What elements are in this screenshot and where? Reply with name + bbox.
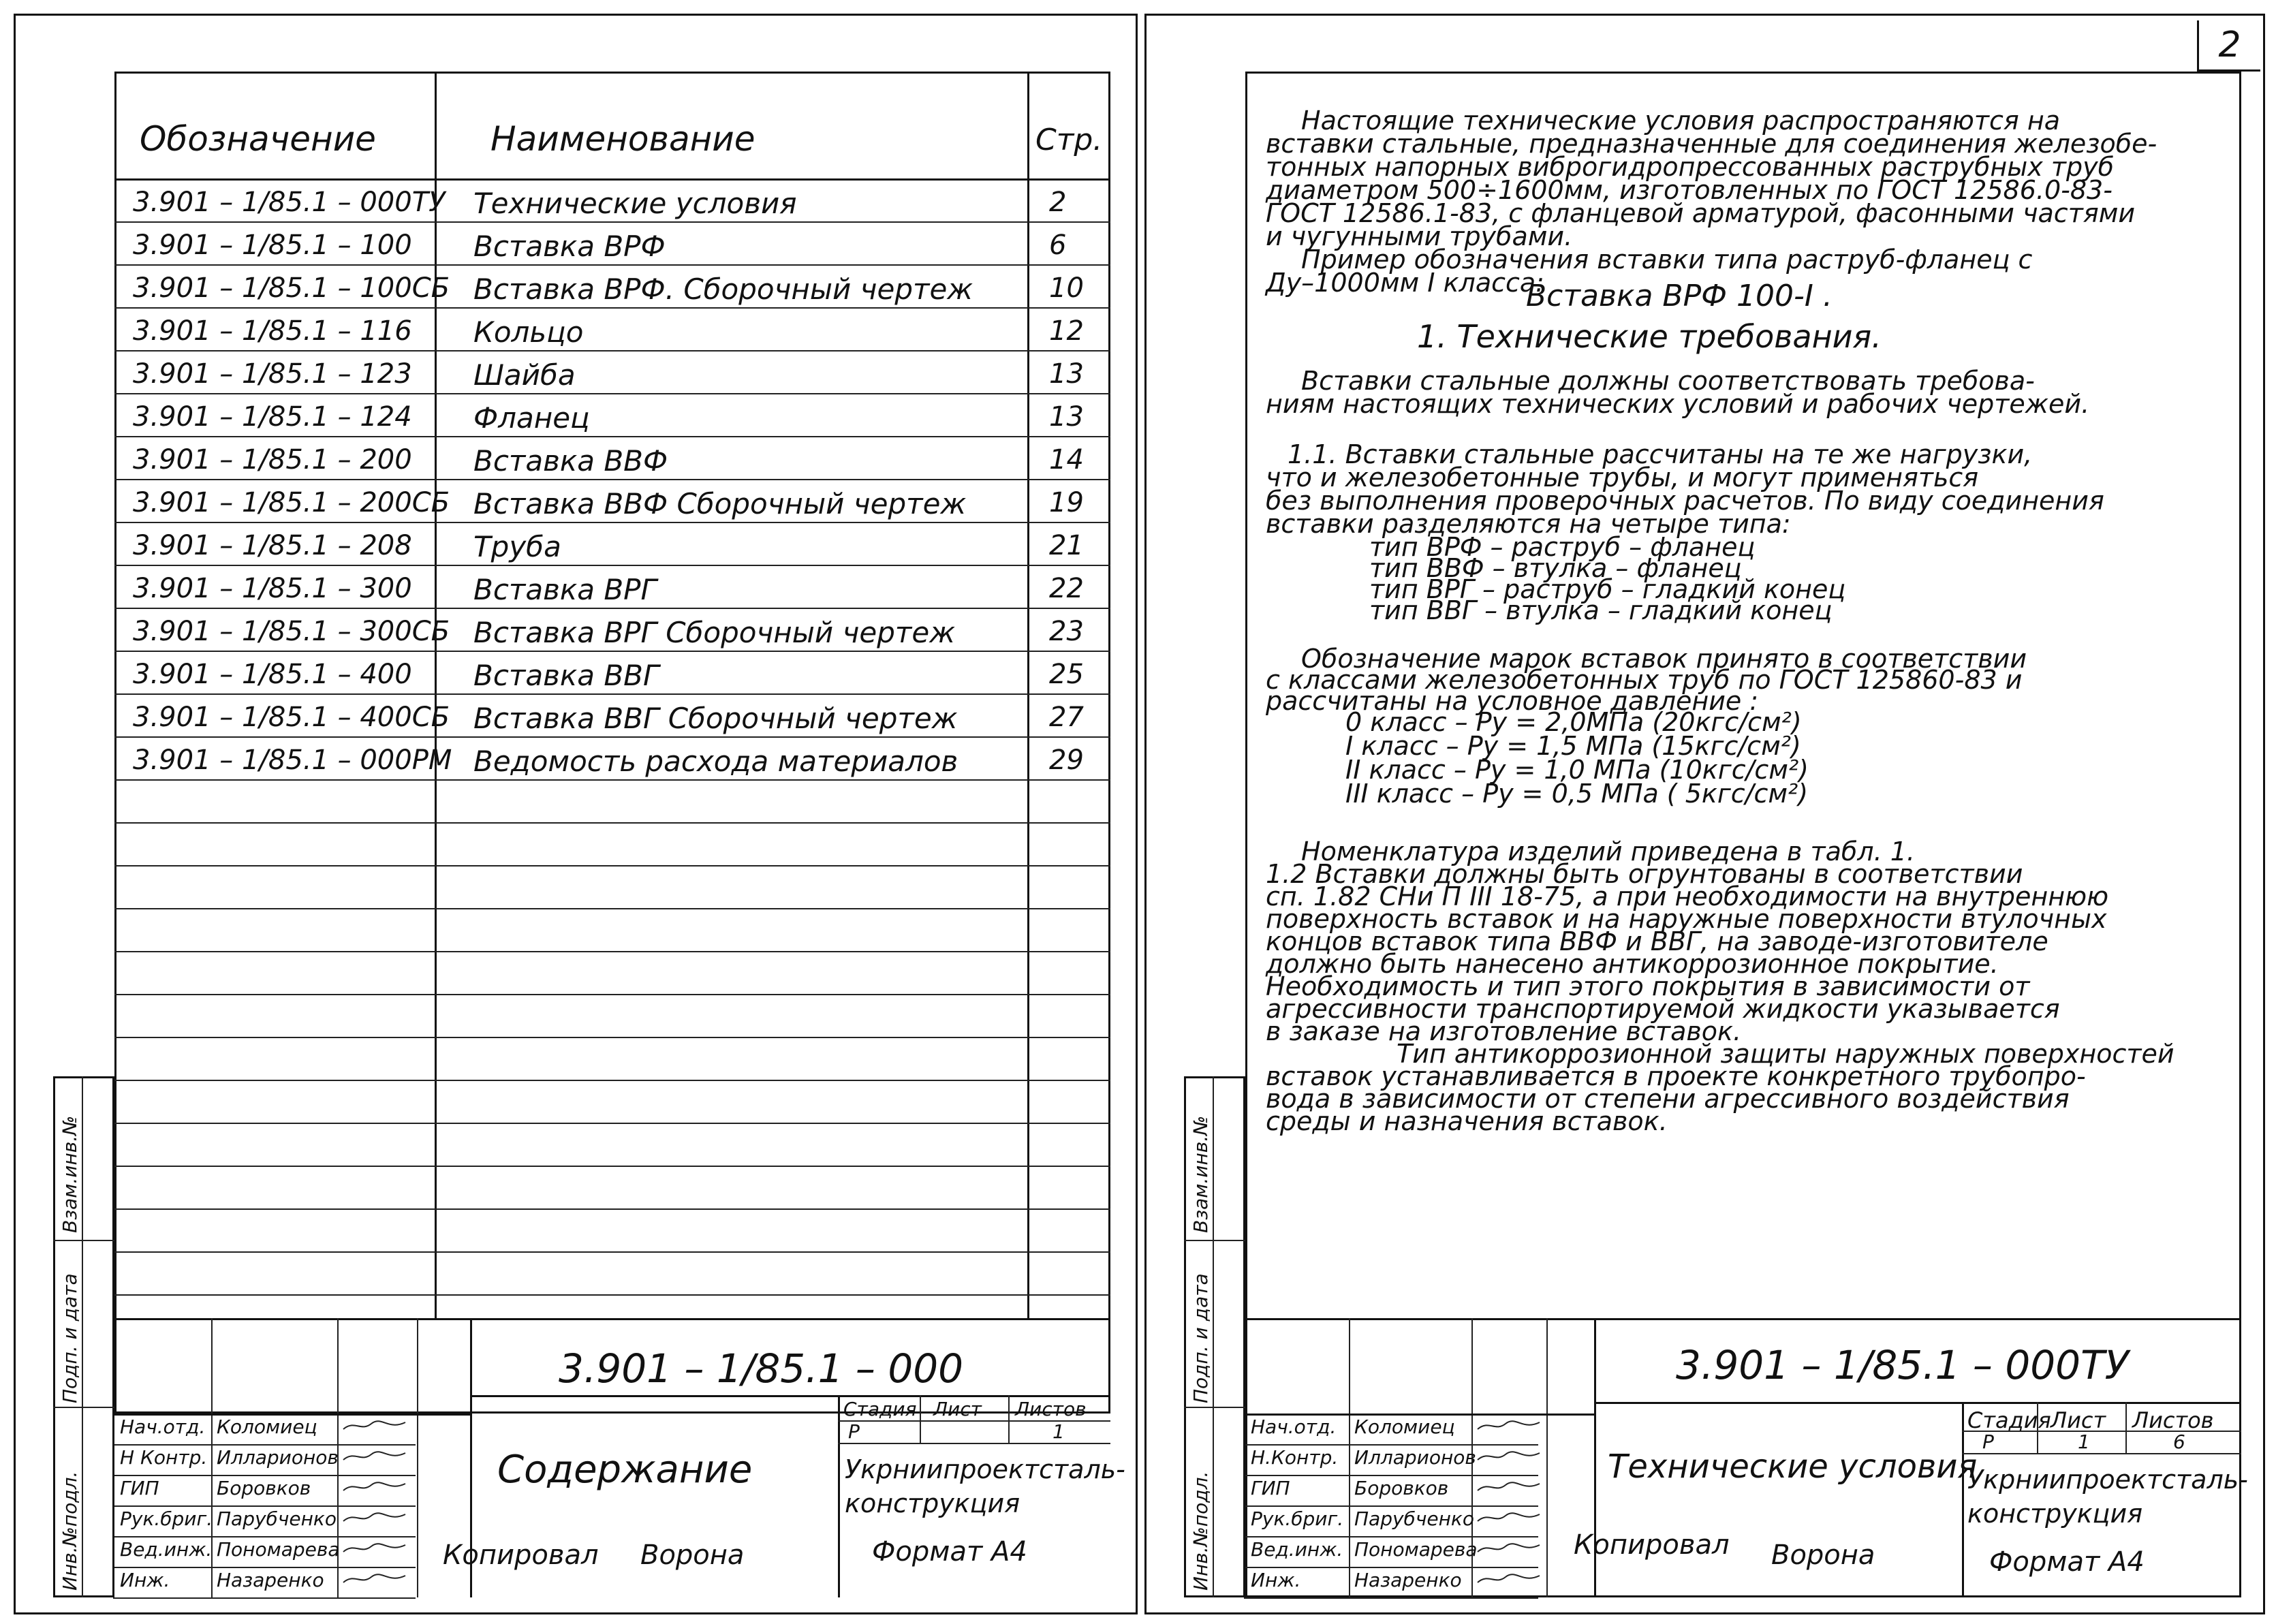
left-header-page: Стр. <box>1035 123 1103 157</box>
row-name: Труба <box>473 530 561 563</box>
right-stamp-code: 3.901 – 1/85.1 – 000ТУ <box>1676 1342 2129 1388</box>
stamp-role: Рук.бриг. <box>120 1508 213 1530</box>
left-header-name: Наименование <box>490 119 755 159</box>
row-designation: 3.901 – 1/85.1 – 000РМ <box>133 745 452 776</box>
stamp-person-name: Парубченко <box>1354 1508 1474 1530</box>
body-text-line: тип ВРГ – раструб – гладкий конец <box>1369 574 1846 604</box>
stamp-person-name: Пономарева <box>217 1538 340 1561</box>
body-text-line: тип ВВФ – втулка – фланец <box>1369 553 1742 583</box>
row-designation: 3.901 – 1/85.1 – 200 <box>133 444 412 475</box>
signature <box>1475 1449 1543 1464</box>
stamp-person-name: Боровков <box>1354 1477 1449 1499</box>
signature <box>1475 1418 1543 1433</box>
row-name: Вставка ВРФ <box>473 230 666 263</box>
stamp-person-name: Назаренко <box>217 1569 324 1591</box>
left-stamp-title: Содержание <box>497 1448 753 1492</box>
right-stamp-stage: Р <box>1982 1431 1994 1453</box>
row-name: Вставка ВРГ Сборочный чертеж <box>473 616 956 649</box>
right-side-inv: Инв.№подл. <box>1189 1471 1212 1591</box>
left-footer-copier: Ворона <box>640 1540 745 1571</box>
row-name: Кольцо <box>473 315 584 349</box>
right-stamp-sheet: 1 <box>2078 1431 2090 1453</box>
body-text-line: Вставки стальные должны соответствовать требова- <box>1301 366 2035 396</box>
row-name: Технические условия <box>473 187 797 220</box>
body-text-line: III класс – Ру = 0,5 МПа ( 5кгс/см²) <box>1345 779 1809 809</box>
row-name: Вставка ВВФ <box>473 444 668 478</box>
stamp-role: Инж. <box>120 1569 170 1591</box>
body-text-line: 0 класс – Ру = 2,0МПа (20кгс/см²) <box>1345 707 1802 737</box>
right-footer-format: Формат А4 <box>1989 1546 2145 1578</box>
body-text-line: вода в зависимости от степени агрессивного воздействия <box>1266 1084 2070 1114</box>
body-text-line: тонных напорных виброгидропрессованных раструбных труб <box>1266 152 2115 182</box>
row-page: 13 <box>1049 358 1084 390</box>
row-name: Вставка ВРФ. Сборочный чертеж <box>473 272 973 306</box>
page-number: 2 <box>2218 25 2241 65</box>
body-text-line: Необходимость и тип этого покрытия в зависимости от <box>1266 971 2030 1001</box>
stamp-person-name: Боровков <box>217 1477 311 1499</box>
row-page: 27 <box>1049 702 1084 733</box>
left-stamp-sheet-label: Лист <box>933 1398 982 1420</box>
row-page: 14 <box>1049 444 1084 475</box>
stamp-role: Нач.отд. <box>120 1416 206 1438</box>
right-stamp-sheets: 6 <box>2173 1431 2185 1453</box>
body-text-line: I класс – Ру = 1,5 МПа (15кгс/см²) <box>1345 731 1801 761</box>
row-page: 29 <box>1049 745 1084 776</box>
body-text-line: Обозначение марок вставок принято в соответствии <box>1301 644 2027 674</box>
signature <box>1475 1480 1543 1495</box>
stamp-person-name: Пономарева <box>1354 1538 1478 1561</box>
signature <box>1475 1572 1543 1587</box>
left-stamp-stage: Р <box>848 1420 860 1443</box>
left-stamp-org2: конструкция <box>845 1488 1020 1518</box>
left-footer-format: Формат А4 <box>872 1536 1027 1567</box>
right-footer-copied: Копировал <box>1574 1529 1730 1561</box>
page-number-box <box>2197 20 2260 72</box>
signature <box>341 1510 409 1525</box>
row-page: 19 <box>1049 487 1084 518</box>
row-designation: 3.901 – 1/85.1 – 100 <box>133 230 412 261</box>
row-page: 6 <box>1049 230 1067 261</box>
row-designation: 3.901 – 1/85.1 – 300СБ <box>133 616 450 647</box>
right-stamp-stage-label: Стадия <box>1967 1407 2051 1433</box>
body-text-line: вставки стальные, предназначенные для соединения железобе- <box>1266 129 2157 159</box>
row-name: Вставка ВВФ Сборочный чертеж <box>473 487 967 520</box>
body-text-line: в заказе на изготовление вставок. <box>1266 1016 1742 1046</box>
signature <box>341 1418 409 1433</box>
row-name: Вставка ВРГ <box>473 573 657 606</box>
row-name: Ведомость расхода материалов <box>473 745 958 778</box>
left-stamp-code: 3.901 – 1/85.1 – 000 <box>559 1345 964 1392</box>
stamp-person-name: Коломиец <box>1354 1416 1455 1438</box>
left-side-sign: Подп. и дата <box>59 1273 81 1403</box>
body-text-line: сп. 1.82 СНи П III 18-75, а при необходимости на внутреннюю <box>1266 881 2109 911</box>
body-text-line: без выполнения проверочных расчетов. По виду соединения <box>1266 486 2104 516</box>
body-text-line: должно быть нанесено антикоррозионное покрытие. <box>1266 949 1999 979</box>
row-designation: 3.901 – 1/85.1 – 208 <box>133 530 412 561</box>
signature <box>341 1541 409 1556</box>
body-text-line: Ду–1000мм I класса: <box>1266 268 1544 298</box>
body-text-line: рассчитаны на условное давление : <box>1266 686 1759 716</box>
row-page: 23 <box>1049 616 1084 647</box>
section-title: 1. Технические требования. <box>1417 318 1882 355</box>
body-text-line: 1.2 Вставки должны быть огрунтованы в соответствии <box>1266 859 2023 889</box>
row-name: Вставка ВВГ <box>473 659 659 692</box>
right-stamp-org1: Укрниипроектсталь- <box>1967 1465 2248 1495</box>
row-designation: 3.901 – 1/85.1 – 400СБ <box>133 702 450 733</box>
row-page: 13 <box>1049 401 1084 433</box>
row-designation: 3.901 – 1/85.1 – 124 <box>133 401 412 433</box>
row-page: 25 <box>1049 659 1084 690</box>
stamp-role: Инж. <box>1251 1569 1301 1591</box>
stamp-role: Вед.инж. <box>1251 1538 1343 1561</box>
body-text-line: с классами железобетонных труб по ГОСТ 125860-83 и <box>1266 665 2023 695</box>
row-designation: 3.901 – 1/85.1 – 123 <box>133 358 412 390</box>
body-text-line: Тип антикоррозионной защиты наружных поверхностей <box>1397 1039 2174 1069</box>
body-text-line: Номенклатура изделий приведена в табл. 1. <box>1301 837 1915 866</box>
body-text-line: Пример обозначения вставки типа раструб-фланец с <box>1301 245 2033 275</box>
stamp-person-name: Илларионов <box>1354 1446 1476 1469</box>
right-side-replace: Взам.инв.№ <box>1189 1115 1212 1233</box>
body-text-line: что и железобетонные трубы, и могут применяться <box>1266 463 1979 493</box>
right-stamp-title: Технические условия <box>1608 1448 1978 1486</box>
row-page: 10 <box>1049 272 1084 304</box>
left-side-replace: Взам.инв.№ <box>59 1115 81 1233</box>
stamp-role: Рук.бриг. <box>1251 1508 1344 1530</box>
stamp-person-name: Назаренко <box>1354 1569 1462 1591</box>
left-header-designation: Обозначение <box>140 119 376 159</box>
body-text-line: Вставка ВРФ 100-I . <box>1526 279 1833 313</box>
row-page: 2 <box>1049 187 1067 218</box>
left-stamp-org1: Укрниипроектсталь- <box>845 1454 1125 1484</box>
right-side-sign: Подп. и дата <box>1189 1273 1212 1403</box>
stamp-role: Вед.инж. <box>120 1538 213 1561</box>
row-designation: 3.901 – 1/85.1 – 300 <box>133 573 412 604</box>
body-text-line: II класс – Ру = 1,0 МПа (10кгс/см²) <box>1345 755 1809 785</box>
row-page: 22 <box>1049 573 1084 604</box>
stamp-person-name: Коломиец <box>217 1416 317 1438</box>
body-text-line: вставок устанавливается в проекте конкретного трубопро- <box>1266 1061 2086 1091</box>
stamp-role: Н.Контр. <box>1251 1446 1339 1469</box>
row-name: Вставка ВВГ Сборочный чертеж <box>473 702 958 735</box>
signature <box>1475 1541 1543 1556</box>
row-designation: 3.901 – 1/85.1 – 400 <box>133 659 412 690</box>
right-footer-copier: Ворона <box>1771 1540 1875 1571</box>
body-text-line: и чугунными трубами. <box>1266 221 1573 251</box>
body-text-line: ГОСТ 12586.1-83, с фланцевой арматурой, фасонными частями <box>1266 198 2136 228</box>
body-text-line: концов вставок типа ВВФ и ВВГ, на заводе-изготовителе <box>1266 926 2048 956</box>
body-text-line: агрессивности транспортируемой жидкости указывается <box>1266 994 2060 1024</box>
right-stamp-org2: конструкция <box>1967 1499 2143 1529</box>
body-text-line: тип ВВГ – втулка – гладкий конец <box>1369 595 1833 625</box>
right-stamp-sheets-label: Листов <box>2132 1407 2214 1433</box>
row-designation: 3.901 – 1/85.1 – 200СБ <box>133 487 450 518</box>
stamp-role: Н Контр. <box>120 1446 208 1469</box>
body-text-line: среды и назначения вставок. <box>1266 1106 1668 1136</box>
body-text-line: Настоящие технические условия распространяются на <box>1301 106 2061 136</box>
stamp-person-name: Парубченко <box>217 1508 337 1530</box>
row-designation: 3.901 – 1/85.1 – 000ТУ <box>133 187 446 218</box>
left-stamp-sheets: 1 <box>1053 1420 1065 1443</box>
body-text-line: 1.1. Вставки стальные рассчитаны на те же нагрузки, <box>1288 439 2033 469</box>
signature <box>341 1572 409 1587</box>
stamp-role: ГИП <box>120 1477 159 1499</box>
left-side-inv: Инв.№подл. <box>59 1471 81 1591</box>
body-text-line: ниям настоящих технических условий и рабочих чертежей. <box>1266 389 2090 419</box>
left-stamp-stage-label: Стадия <box>843 1398 917 1420</box>
row-name: Фланец <box>473 401 590 435</box>
row-page: 12 <box>1049 315 1084 347</box>
row-page: 21 <box>1049 530 1084 561</box>
stamp-person-name: Илларионов <box>217 1446 339 1469</box>
row-name: Шайба <box>473 358 576 392</box>
row-designation: 3.901 – 1/85.1 – 100СБ <box>133 272 450 304</box>
right-stamp-sheet-label: Лист <box>2051 1407 2106 1433</box>
body-text-line: тип ВРФ – раструб – фланец <box>1369 532 1756 562</box>
body-text-line: диаметром 500÷1600мм, изготовленных по ГОСТ 12586.0-83- <box>1266 175 2113 205</box>
row-designation: 3.901 – 1/85.1 – 116 <box>133 315 412 347</box>
stamp-role: ГИП <box>1251 1477 1290 1499</box>
signature <box>341 1449 409 1464</box>
stamp-role: Нач.отд. <box>1251 1416 1337 1438</box>
body-text-line: вставки разделяются на четыре типа: <box>1266 509 1791 539</box>
signature <box>1475 1510 1543 1525</box>
left-stamp-sheets-label: Листов <box>1015 1398 1087 1420</box>
left-footer-copied: Копировал <box>443 1540 599 1571</box>
body-text-line: поверхность вставок и на наружные поверхности втулочных <box>1266 904 2107 934</box>
signature <box>341 1480 409 1495</box>
